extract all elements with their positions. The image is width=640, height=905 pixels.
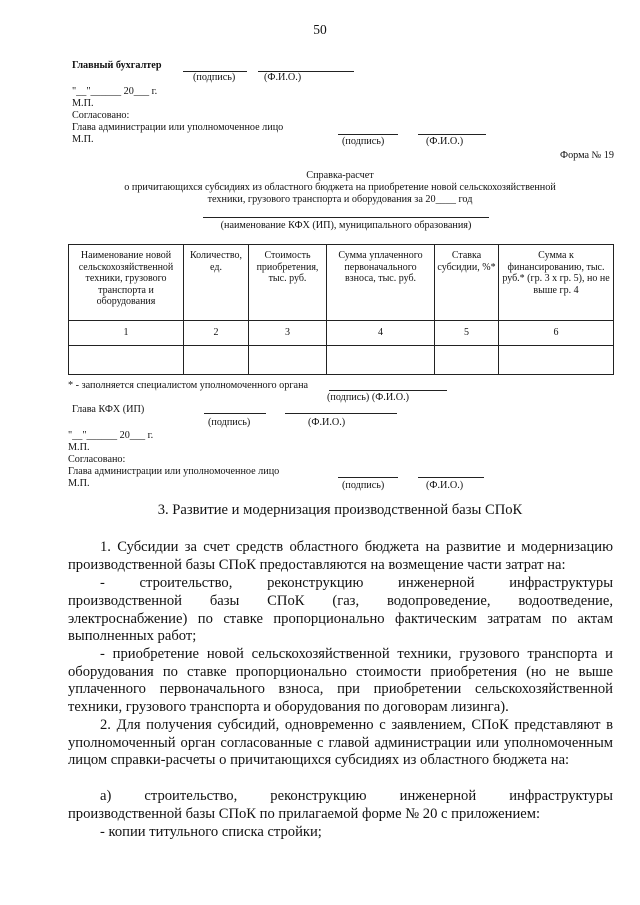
agreed-label: Согласовано:	[72, 110, 130, 121]
header-cell: Ставка субсидии, %*	[435, 245, 499, 321]
header-cell: Наименование новой сельскохозяйственной техники, грузового транспорта и оборудования	[69, 245, 184, 321]
footnote: * - заполняется специалистом уполномоченного органа	[68, 380, 309, 391]
header-cell: Количество, ед.	[184, 245, 249, 321]
footnote-caption: (подпись) (Ф.И.О.)	[327, 392, 410, 403]
header-cell: Стоимость приобретения, тыс. руб.	[249, 245, 327, 321]
date-line: "__"______ 20___ г.	[72, 86, 158, 97]
paragraph-5-line2: производственной базы СПоК по прилагаемой форме № 20 с приложением:	[68, 806, 541, 822]
fio-line-2	[418, 134, 486, 135]
column-number: 1	[69, 321, 184, 346]
org-name-caption: (наименование КФХ (ИП), муниципального образования)	[220, 220, 472, 231]
footnote-line	[329, 390, 447, 391]
signature-caption-2: (подпись)	[342, 136, 385, 147]
org-name-line	[203, 217, 489, 218]
table-row	[69, 346, 614, 375]
paragraph-2-rest: производственной базы СПоК (газ, водопроведение, водоотведение, электроснабжение) по ставке пропорционально фактическим затратам по актам выполненных работ;	[68, 593, 613, 645]
table-number-row	[69, 321, 614, 346]
stamp-place-label-3: М.П.	[68, 442, 90, 453]
fio-caption: (Ф.И.О.)	[264, 72, 302, 83]
header-cell: Сумма уплаченного первоначального взноса, тыс. руб.	[327, 245, 435, 321]
table-cell	[499, 346, 614, 375]
paragraph-1-line1: 1. Субсидии за счет средств областного бюджета на развитие и модернизацию	[100, 539, 613, 555]
head-admin-label-2: Глава администрации или уполномоченное лицо	[68, 466, 280, 477]
table-cell	[69, 346, 184, 375]
fio-caption-4: (Ф.И.О.)	[426, 480, 464, 491]
header-cell: Сумма к финансированию, тыс. руб.* (гр. 3 х гр. 5), но не выше гр. 4	[499, 245, 614, 321]
table-header-row	[69, 245, 614, 321]
column-number: 4	[327, 321, 435, 346]
signature-line-3	[204, 413, 266, 414]
paragraph-6: - копии титульного списка стройки;	[100, 824, 322, 840]
agreed-label-2: Согласовано:	[68, 454, 126, 465]
table-cell	[184, 346, 249, 375]
signature-caption: (подпись)	[193, 72, 236, 83]
column-number: 6	[499, 321, 614, 346]
paragraph-5-line1: а) строительство, реконструкцию инженерной инфраструктуры	[100, 788, 613, 804]
form-number: Форма № 19	[560, 150, 614, 161]
paragraph-4: 2. Для получения субсидий, одновременно с заявлением, СПоК представляют в уполномоченный орган согласованные с главой администрации или уполномоченным лицом справки-расчеты о причитающихся субсидиях из областного бюджета на:	[68, 717, 613, 769]
signature-line-4	[338, 477, 398, 478]
page-number: 50	[313, 22, 327, 37]
form-subtitle-line1: о причитающихся субсидиях из областного бюджета на приобретение новой сельскохозяйственной	[124, 182, 556, 193]
stamp-place-label-4: М.П.	[68, 478, 90, 489]
date-line-2: "__"______ 20___ г.	[68, 430, 154, 441]
column-number: 2	[184, 321, 249, 346]
signature-caption-3: (подпись)	[208, 417, 251, 428]
table-cell	[435, 346, 499, 375]
fio-line-3	[285, 413, 397, 414]
paragraph-2-line1: - строительство, реконструкцию инженерной инфраструктуры	[100, 575, 613, 591]
stamp-place-label-2: М.П.	[72, 134, 94, 145]
section-heading: 3. Развитие и модернизация производственной базы СПоК	[157, 502, 523, 518]
head-admin-label: Глава администрации или уполномоченное лицо	[72, 122, 284, 133]
subsidy-table	[68, 244, 614, 375]
chief-accountant-label: Главный бухгалтер	[72, 60, 162, 71]
paragraph-3: - приобретение новой сельскохозяйственной техники, грузового транспорта и оборудования по ставке пропорционально стоимости приобретения (но не выше уплаченного первоначального взноса, при приобретении сельскохозяйственной техники, грузового транспорта и оборудования по договорам лизинга).	[68, 646, 613, 715]
table-cell	[327, 346, 435, 375]
signature-line-2	[338, 134, 398, 135]
form-title: Справка-расчет	[306, 170, 374, 181]
table-cell	[249, 346, 327, 375]
head-kfh-label: Глава КФХ (ИП)	[72, 404, 145, 415]
form-subtitle-line2: техники, грузового транспорта и оборудования за 20____ год	[207, 194, 473, 205]
signature-caption-4: (подпись)	[342, 480, 385, 491]
fio-caption-2: (Ф.И.О.)	[426, 136, 464, 147]
fio-caption-3: (Ф.И.О.)	[308, 417, 346, 428]
column-number: 3	[249, 321, 327, 346]
stamp-place-label: М.П.	[72, 98, 94, 109]
column-number: 5	[435, 321, 499, 346]
paragraph-1-line2: производственной базы СПоК предоставляются на возмещение части затрат на:	[68, 557, 566, 573]
fio-line-4	[418, 477, 484, 478]
